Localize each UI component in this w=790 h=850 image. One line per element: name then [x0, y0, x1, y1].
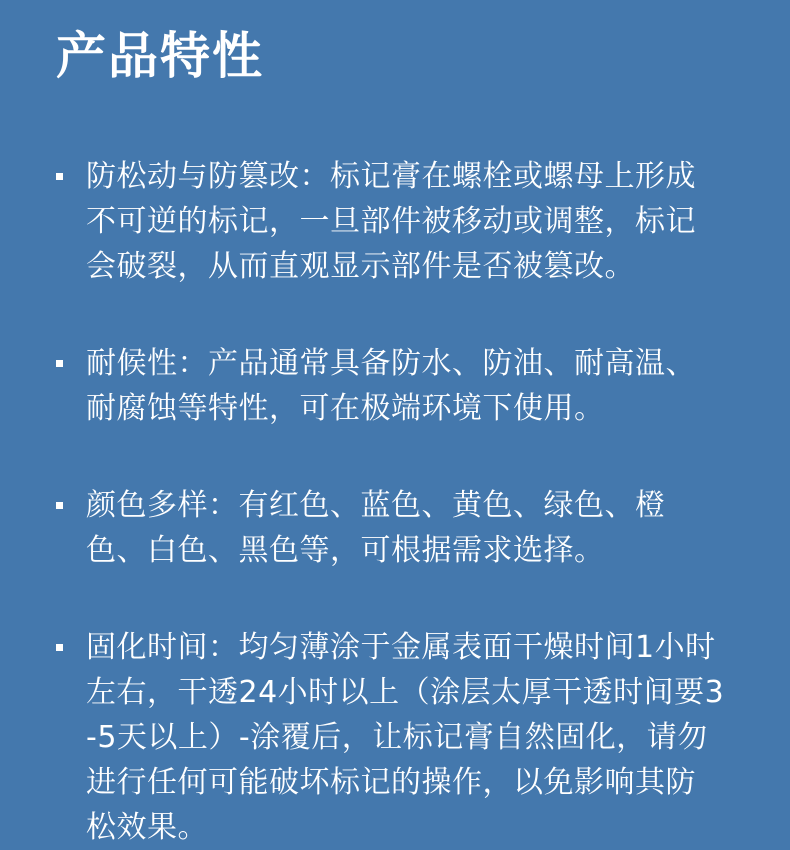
feature-text: 防松动与防篡改：标记膏在螺栓或螺母上形成不可逆的标记，一旦部件被移动或调整，标记会破裂，从而直观显示部件是否被篡改。: [86, 159, 696, 284]
feature-item-curing-time: [56, 625, 750, 850]
bullet-icon: [56, 502, 63, 509]
feature-list: [56, 154, 750, 850]
feature-text: 耐候性：产品通常具备防水、防油、耐高温、耐腐蚀等特性，可在极端环境下使用。: [86, 346, 696, 426]
feature-text: 固化时间：均匀薄涂于金属表面干燥时间1小时左右，干透24小时以上（涂层太厚干透时间要3-5天以上）-涂覆后，让标记膏自然固化，请勿进行任何可能破坏标记的操作，以免影响其防松效果。: [86, 630, 725, 845]
page-title: 产品特性: [56, 27, 264, 85]
bullet-icon: [56, 644, 63, 651]
bullet-icon: [56, 173, 63, 180]
feature-item-weather-resistance: [56, 341, 750, 431]
feature-text: 颜色多样：有红色、蓝色、黄色、绿色、橙色、白色、黑色等，可根据需求选择。: [86, 488, 666, 568]
feature-item-colors: [56, 483, 750, 573]
bullet-icon: [56, 360, 63, 367]
feature-item-anti-loosening: [56, 154, 750, 289]
